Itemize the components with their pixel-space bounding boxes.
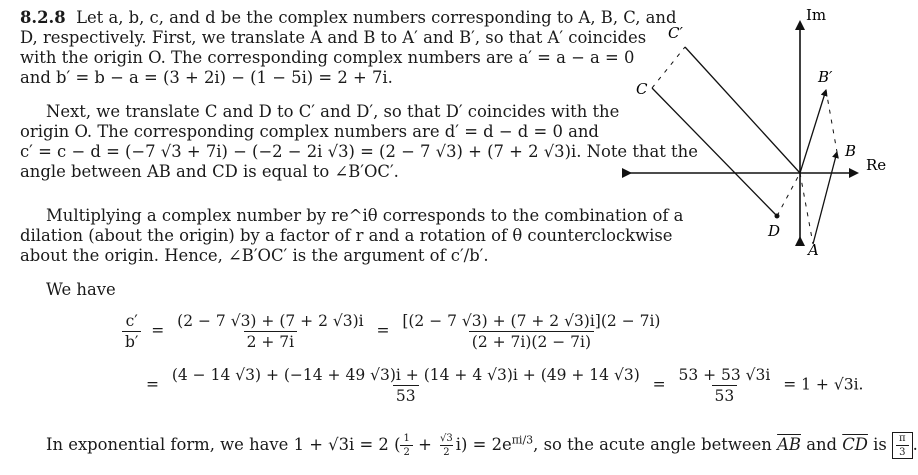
solution-number: 8.2.8 xyxy=(20,8,66,27)
label-c: C xyxy=(636,80,648,98)
p2-line-1: Next, we translate C and D to C′ and D′, so that D′ coincides with the xyxy=(46,102,620,121)
line-c-prime-origin xyxy=(685,47,800,173)
point-d xyxy=(775,214,780,219)
line-origin-b-prime xyxy=(800,90,826,173)
half-fraction: $\frac{1}{2}$ xyxy=(400,433,412,458)
p3-line-2: dilation (about the origin) by a factor of r and a rotation of θ counterclockwise xyxy=(20,226,673,245)
p3-line-3: about the origin. Hence, ∠B′OC′ is the argument of c′/b′. xyxy=(20,246,489,265)
p1-line-2: D, respectively. First, we translate A and B to A′ and B′, so that A′ coincides xyxy=(20,28,647,47)
p2-line-3: c′ = c − d = (−7 √3 + 7i) − (−2 − 2i √3) = (2 − 7 √3) + (7 + 2 √3)i. Note that the xyxy=(20,142,698,161)
im-axis-label: Im xyxy=(806,6,827,24)
dash-d-origin xyxy=(777,173,800,216)
line-ab: $\overline{AB}$ xyxy=(777,435,801,454)
equation-2: = $\frac{(4 - 14 √3) + (-14 + 49 √3)i + (14 + 4 √3)i + (49 + 14 √3)}{53}$ = $\frac{53 + 53 √3i}{53}$ = 1 + √3i. xyxy=(146,366,864,405)
line-cd: $\overline{CD}$ xyxy=(842,435,868,454)
p1-line-4: and b′ = b − a = (3 + 2i) − (1 − 5i) = 2 + 7i. xyxy=(20,68,393,87)
eq2-expanded-fraction: $\frac{(4 - 14 √3) + (-14 + 49 √3)i + (14 + 4 √3)i + (49 + 14 √3)}{53}$ xyxy=(171,366,640,405)
p1-line-1: Let a, b, c, and d be the complex numbers corresponding to A, B, C, and xyxy=(76,8,677,27)
dash-b-prime-b xyxy=(826,90,837,152)
eq2-simplified-fraction: $\frac{53 + 53 √3i}{53}$ xyxy=(678,366,771,405)
line-ab-segment xyxy=(813,152,837,244)
answer-box: $\frac{\pi}{3}$ xyxy=(892,432,913,459)
p1-line-3: with the origin O. The corresponding complex numbers are a′ = a − a = 0 xyxy=(20,48,635,67)
line-cd-segment xyxy=(652,88,777,216)
label-b-prime: B′ xyxy=(818,68,833,86)
final-line: In exponential form, we have 1 + √3i = 2 ( $\frac{1}{2}$ + $\frac{√3}{2}$ $i) = 2e^{\pi i/3}$, so the acute angle between $\overline{AB}$ and $\overline{CD}$ is $\frac{\pi}{3}$ . xyxy=(46,433,918,458)
dash-c-c-prime xyxy=(652,47,685,88)
label-d: D xyxy=(768,222,781,240)
eq1-right-fraction: $\frac{[(2 - 7 √3) + (7 + 2 √3)i](2 - 7i)}{(2 + 7i)(2 - 7i)}$ xyxy=(402,312,661,351)
dash-origin-a xyxy=(800,173,813,244)
p2-line-4: angle between AB and CD is equal to ∠B′OC′. xyxy=(20,162,399,181)
label-c-prime: C′ xyxy=(668,24,683,42)
eq1-mid-fraction: $\frac{(2 - 7 √3) + (7 + 2 √3)i}{2 + 7i}$ xyxy=(177,312,364,351)
p3-line-1: Multiplying a complex number by re^iθ corresponds to the combination of a xyxy=(46,206,684,225)
label-b: B xyxy=(845,142,857,160)
label-a: A xyxy=(808,241,819,259)
equation-1: $\frac{c'}{b'}$ = $\frac{(2 - 7 √3) + (7 + 2 √3)i}{2 + 7i}$ = $\frac{[(2 - 7 √3) + (7 + 2 √3)i](2 - 7i)}{(2 + 7i)(2 - 7i)}$ xyxy=(122,312,663,351)
re-axis-label: Re xyxy=(866,156,887,174)
sqrt3-half-fraction: $\frac{√3}{2}$ xyxy=(440,433,453,458)
we-have: We have xyxy=(46,280,116,299)
p2-line-2: origin O. The corresponding complex numbers are d′ = d − d = 0 and xyxy=(20,122,599,141)
eq2-result: = 1 + √3i. xyxy=(783,375,864,394)
eq1-lhs-fraction: $\frac{c'}{b'}$ xyxy=(122,312,141,351)
